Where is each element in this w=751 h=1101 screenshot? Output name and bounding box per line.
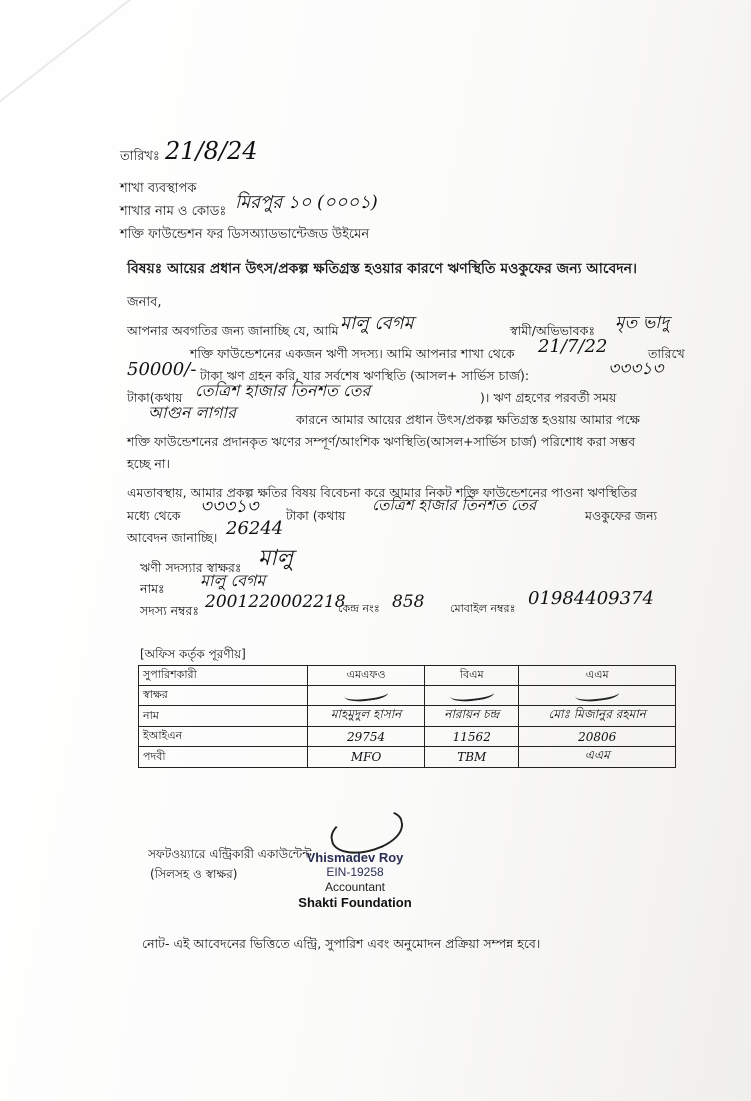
date-label: তারিখঃ (120, 149, 160, 164)
mfo-ein: 29754 (308, 727, 425, 747)
office-row-label: নাম (139, 706, 308, 727)
office-row-label: পদবী (139, 747, 308, 768)
office-row-ein (139, 727, 676, 747)
center-value: 858 (392, 592, 425, 612)
office-row-signature (139, 686, 676, 706)
bm-signature (425, 686, 519, 706)
bm-ein: 11562 (425, 727, 519, 747)
mfo-name: মাহমুদুল হাসান (308, 706, 425, 727)
para1-line3-a: টাকা ঋণ গ্রহন করি, যার সর্বশেষ ঋণস্থিতি (আসল+ সার্ভিস চার্জ): (200, 368, 530, 383)
para1-line5-a: কারনে আমার আয়ের প্রধান উৎস/প্রকল্প ক্ষতিগ্রস্ত হওয়ায় আমার পক্ষে (296, 412, 640, 427)
am-name: মোঃ মিজানুর রহমান (519, 706, 676, 727)
address-line-foundation: শক্তি ফাউন্ডেশন ফর ডিসঅ্যাডভান্টেজড উইমেন (120, 227, 370, 242)
am-ein: 20806 (519, 727, 676, 747)
branch-label: শাখার নাম ও কোডঃ (120, 204, 227, 219)
waiver-amount-fill: ৩৩৩১৩ (200, 496, 259, 517)
para2-line3-a: আবেদন জানাচ্ছি। (127, 530, 218, 545)
bm-designation: TBM (425, 747, 519, 768)
paper-fold-mark (0, 0, 193, 112)
loan-amount-fill: 50000/- (127, 359, 197, 380)
am-signature (519, 686, 676, 706)
mfo-designation: MFO (308, 747, 425, 768)
accountant-stamp (285, 850, 425, 910)
footer-note: নোট- এই আবেদনের ভিত্তিতে এন্ট্রি, সুপারিশ এবং অনুমোদন প্রক্রিয়া সম্পন্ন হবে। (142, 936, 541, 951)
stamp-name: Vhismadev Roy (306, 850, 404, 865)
loan-date-fill: 21/7/22 (538, 336, 608, 357)
para1-line2-b: তারিখে (648, 346, 685, 361)
para1-line1-a: আপনার অবগতির জন্য জানাচ্ছি যে, আমি (127, 323, 339, 338)
para2-line2-b: টাকা (কথায় (286, 508, 346, 523)
mobile-label: মোবাইল নম্বরঃ (450, 602, 516, 615)
stamp-title: Accountant (324, 880, 386, 894)
para2-line1: এমতাবস্থায়, আমার প্রকল্প ক্ষতির বিষয় বিবেচনা করে আমার নিকট শক্তি ফাউন্ডেশনের পাওনা ঋণস্থিতির (127, 485, 638, 500)
member-id-label: সদস্য নম্বরঃ (140, 603, 200, 618)
office-col-recommender: সুপারিশকারী (139, 666, 308, 686)
waiver-extra-fill: 26244 (226, 518, 284, 539)
member-signature: মালু (258, 546, 293, 571)
office-row-label: স্বাক্ষর (139, 686, 308, 706)
am-designation: এএম (519, 747, 676, 768)
member-name-label: নামঃ (140, 581, 165, 596)
accountant-seal-label: (সিলসহ ও স্বাক্ষর) (150, 867, 238, 881)
mobile-value: 01984409374 (528, 588, 654, 609)
address-line-manager: শাখা ব্যবস্থাপক (120, 181, 197, 196)
member-name-fill: মালু বেগম (340, 313, 414, 334)
member-name-value: মালু বেগম (200, 571, 266, 590)
office-row-designation (139, 747, 676, 768)
branch-value: মিরপুর ১০ (০০০১) (235, 192, 378, 213)
accountant-label: সফটওয়্যারে এন্ট্রিকারী একাউন্টেন্ট (148, 847, 312, 861)
salutation: জনাব, (127, 295, 162, 310)
member-id-value: 2001220002218 (205, 592, 346, 612)
office-header-row (139, 666, 676, 686)
mfo-signature (308, 686, 425, 706)
damage-reason-fill: আগুন লাগার (148, 403, 236, 422)
para2-line2-c: মওকুফের জন্য (585, 508, 658, 523)
office-row-name (139, 706, 676, 727)
para1-line1-b: স্বামী/অভিভাবকঃ (510, 323, 595, 338)
para1-line7: হচ্ছে না। (127, 456, 170, 471)
loan-balance-fill: ৩৩৩১৩ (608, 359, 664, 379)
subject-line: বিষয়ঃ আয়ের প্রধান উৎস/প্রকল্প ক্ষতিগ্রস্ত হওয়ার কারণে ঋণস্থিতি মওকুফের জন্য আবেদন। (127, 261, 637, 277)
member-signature-label: ঋণী সদস্যার স্বাক্ষরঃ (140, 560, 242, 575)
office-row-label: ইআইএন (139, 727, 308, 747)
para1-line4-b: )। ঋণ গ্রহণের পরবর্তী সময় (480, 390, 617, 405)
date-value: 21/8/24 (165, 137, 258, 165)
waiver-words-fill: তেত্রিশ হাজার তিনশত তের (372, 496, 537, 514)
office-col-mfo: এমএফও (308, 666, 425, 686)
para1-line4-a: টাকা(কথায় (127, 390, 183, 405)
office-table (138, 665, 676, 768)
center-label: কেন্দ্র নংঃ (338, 602, 380, 615)
para1-line6: শক্তি ফাউন্ডেশনের প্রদানকৃত ঋণের সম্পূর্ণ/আংশিক ঋণস্থিতি(আসল+সার্ভিস চার্জ) পরিশোধ করা সম্ভব (127, 434, 636, 449)
bm-name: নারায়ন চন্দ্র (425, 706, 519, 727)
office-col-bm: বিএম (425, 666, 519, 686)
para2-line2-a: মধ্যে থেকে (127, 508, 181, 523)
stamp-ein: EIN-19258 (326, 865, 384, 879)
guardian-fill: মৃত ভাদু (615, 313, 670, 333)
office-col-am: এএম (519, 666, 676, 686)
para1-line2-a: শক্তি ফাউন্ডেশনের একজন ঋণী সদস্য। আমি আপনার শাখা থেকে (190, 346, 515, 361)
balance-words-fill: তেত্রিশ হাজার তিনশত তের (195, 381, 371, 400)
stamp-org: Shakti Foundation (298, 895, 412, 910)
office-caption: [অফিস কর্তৃক পূরণীয়] (140, 647, 246, 661)
